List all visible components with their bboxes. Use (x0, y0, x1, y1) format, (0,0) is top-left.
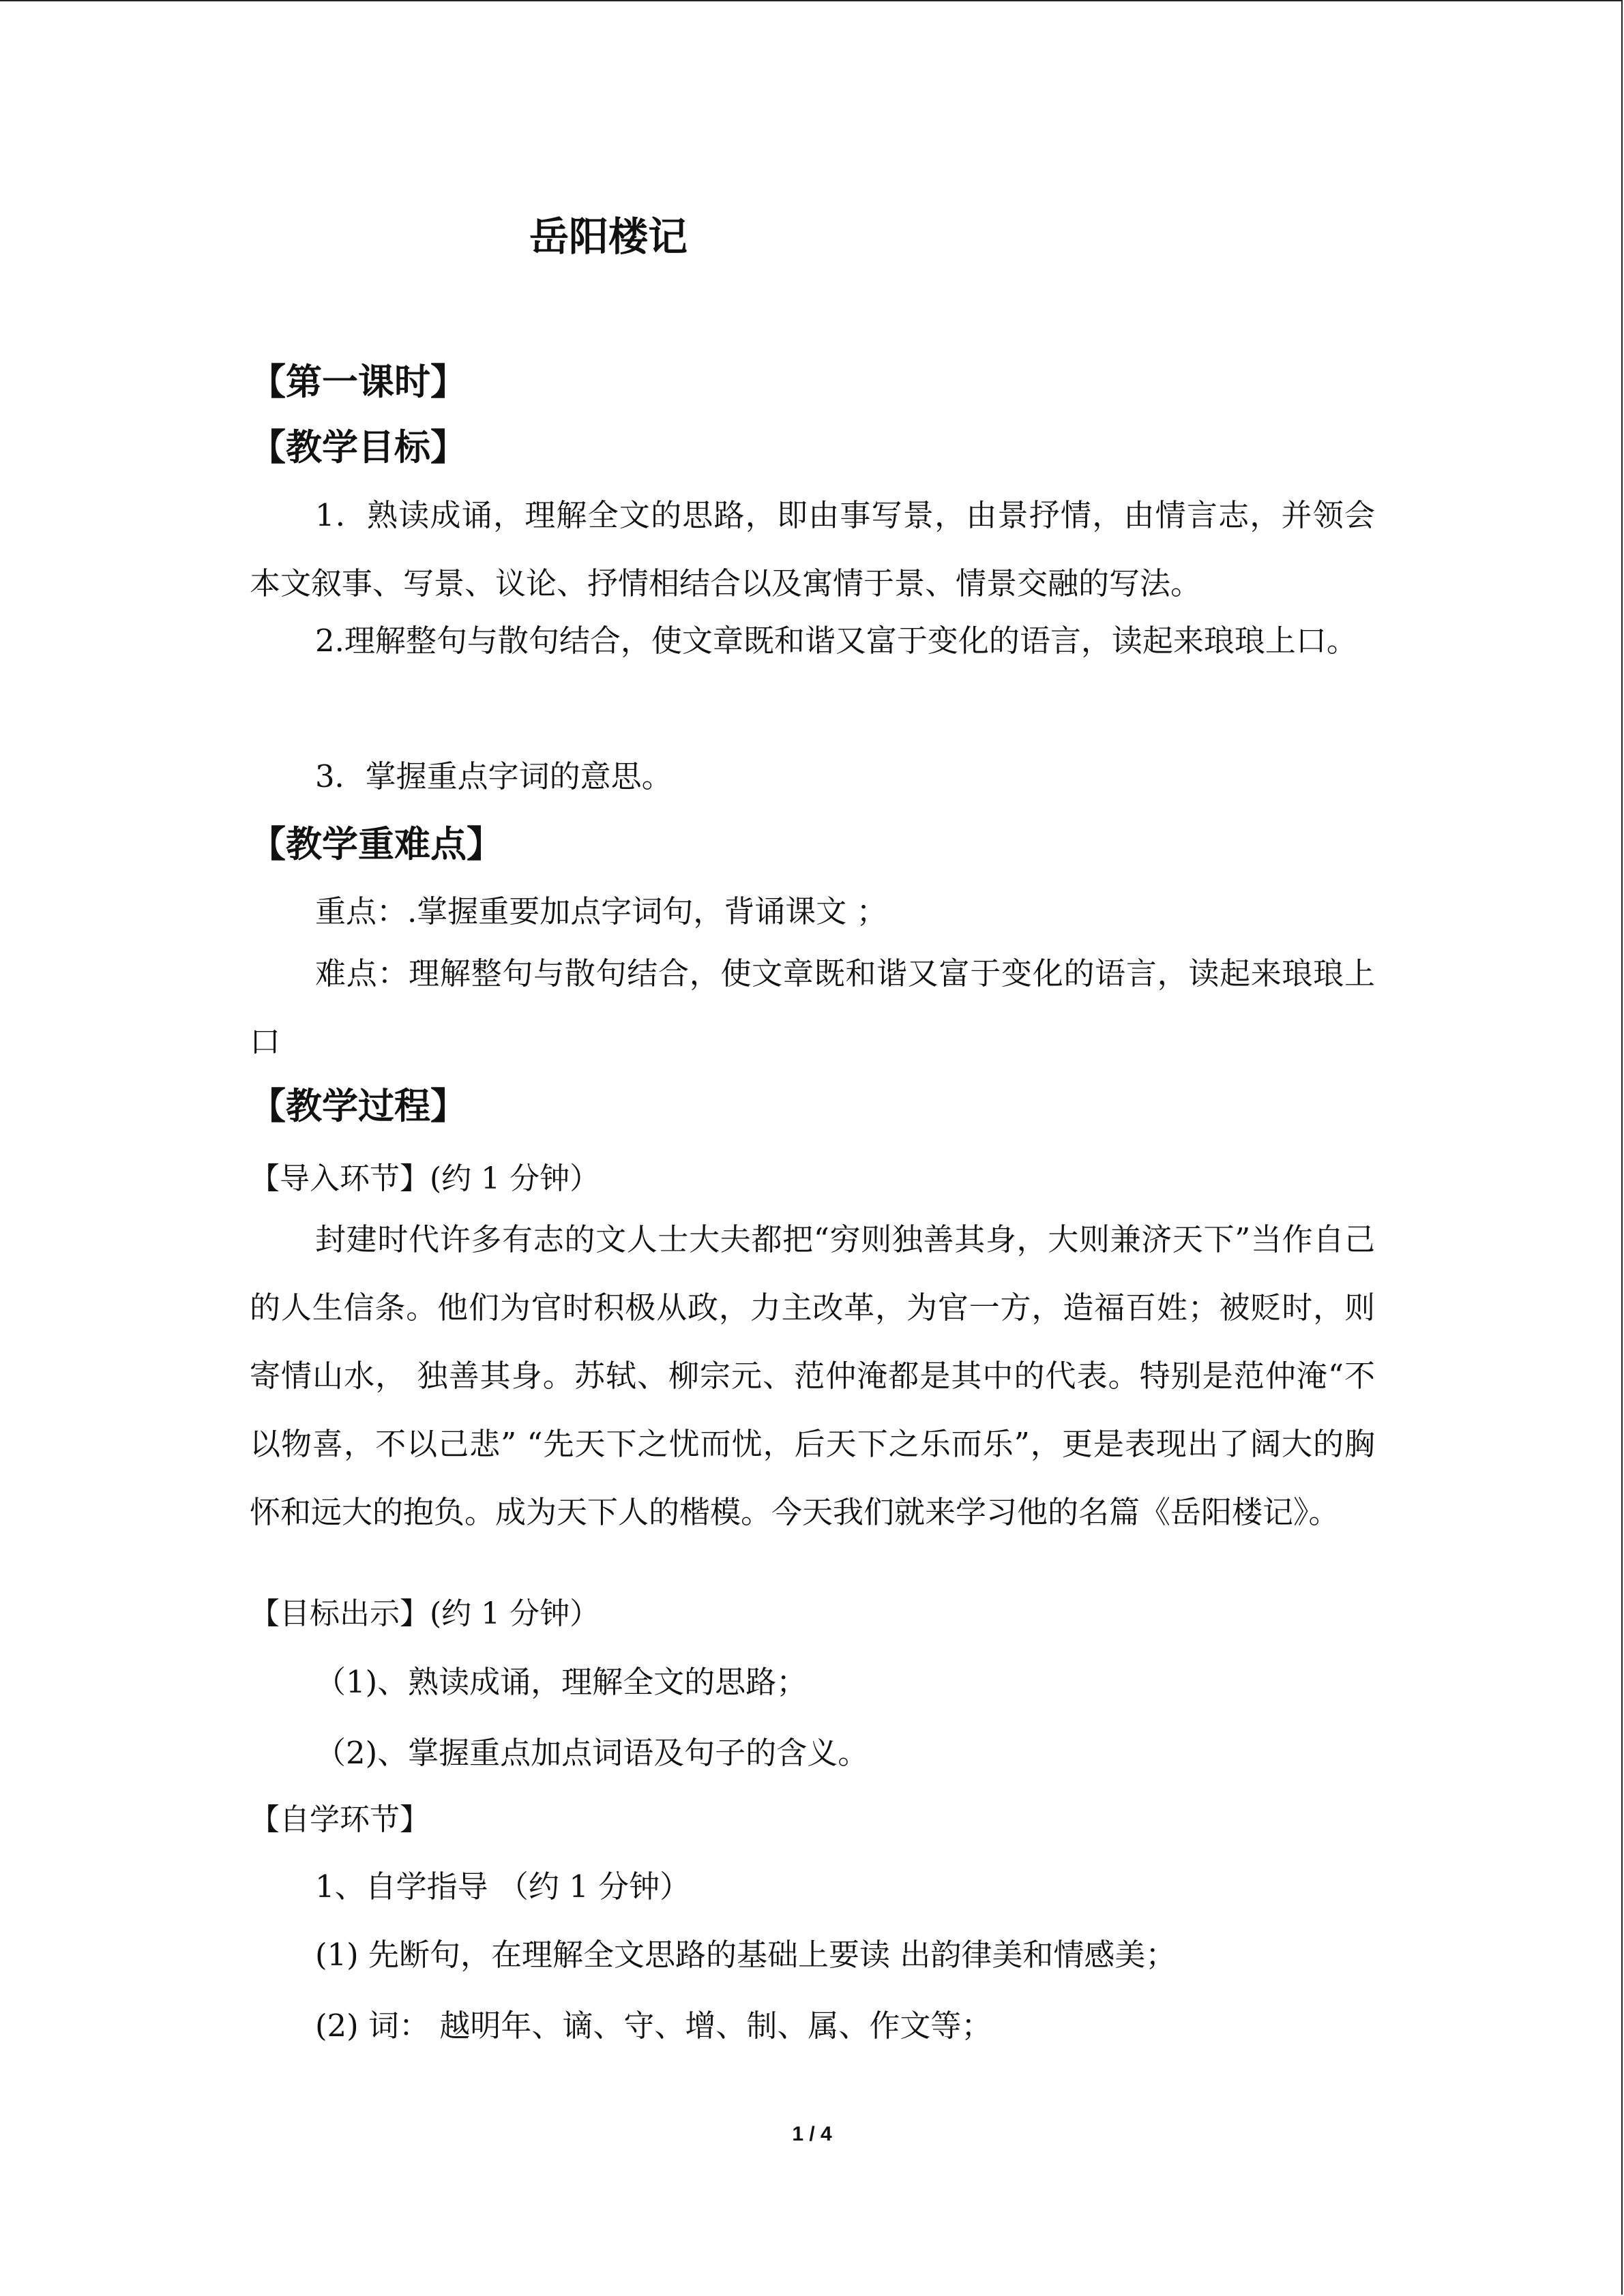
section-heading-key-difficult: 【教学重难点】 (250, 824, 503, 865)
self-study-item: (2) 词： 越明年、谪、守、增、制、属、作文等； (315, 2008, 992, 2044)
section-heading-lesson: 【第一课时】 (250, 361, 467, 403)
goal-item: 3．掌握重点字词的意思。 (315, 758, 673, 794)
target-item: （1)、熟读成诵，理解全文的思路； (315, 1664, 808, 1700)
intro-text: 封建时代许多有志的文人士大夫都把“穷则独善其身，大则兼济天下”当作自己的人生信条。他们为官时积极从政，力主改革，为官一方，造福百姓；被贬时，则寄情山水， 独善其身。苏轼、柳宗元、范仲淹都是其中的代表。特别是范仲淹“不以物喜，不以己悲” “先天下之忧而忧，后天下之乐而乐”，更是表现出了阔大的胸怀和远大的抱负。成为天下人的楷模。今天我们就来学习他的名篇《岳阳楼记》。 (250, 1221, 1375, 1530)
self-study-item: 1、自学指导 （约 1 分钟） (315, 1868, 691, 1905)
goal-item: 2.理解整句与散句结合，使文章既和谐又富于变化的语言，读起来琅琅上口。 (315, 623, 1357, 659)
intro-heading: 【导入环节】(约 1 分钟） (250, 1161, 600, 1196)
self-study-item: (1) 先断句，在理解全文思路的基础上要读 出韵律美和情感美； (315, 1937, 1177, 1973)
target-item: （2)、掌握重点加点词语及句子的含义。 (315, 1735, 869, 1771)
key-points: 重点：.掌握重要加点字词句，背诵课文 ； (315, 893, 887, 929)
section-heading-goals: 【教学目标】 (250, 427, 467, 468)
self-study-heading: 【自学环节】 (250, 1802, 430, 1837)
page-number: 1 / 4 (792, 2123, 832, 2145)
section-heading-process: 【教学过程】 (250, 1086, 467, 1127)
target-heading: 【目标出示】(约 1 分钟） (250, 1596, 600, 1631)
difficult-points: 难点：理解整句与散句结合，使文章既和谐又富于变化的语言，读起来琅琅上口 (250, 955, 1375, 1060)
page-title: 岳阳楼记 (529, 213, 688, 260)
goal-item: 1．熟读成诵，理解全文的思路，即由事写景，由景抒情，由情言志，并领会本文叙事、写景、议论、抒情相结合以及寓情于景、情景交融的写法。 (250, 497, 1375, 601)
